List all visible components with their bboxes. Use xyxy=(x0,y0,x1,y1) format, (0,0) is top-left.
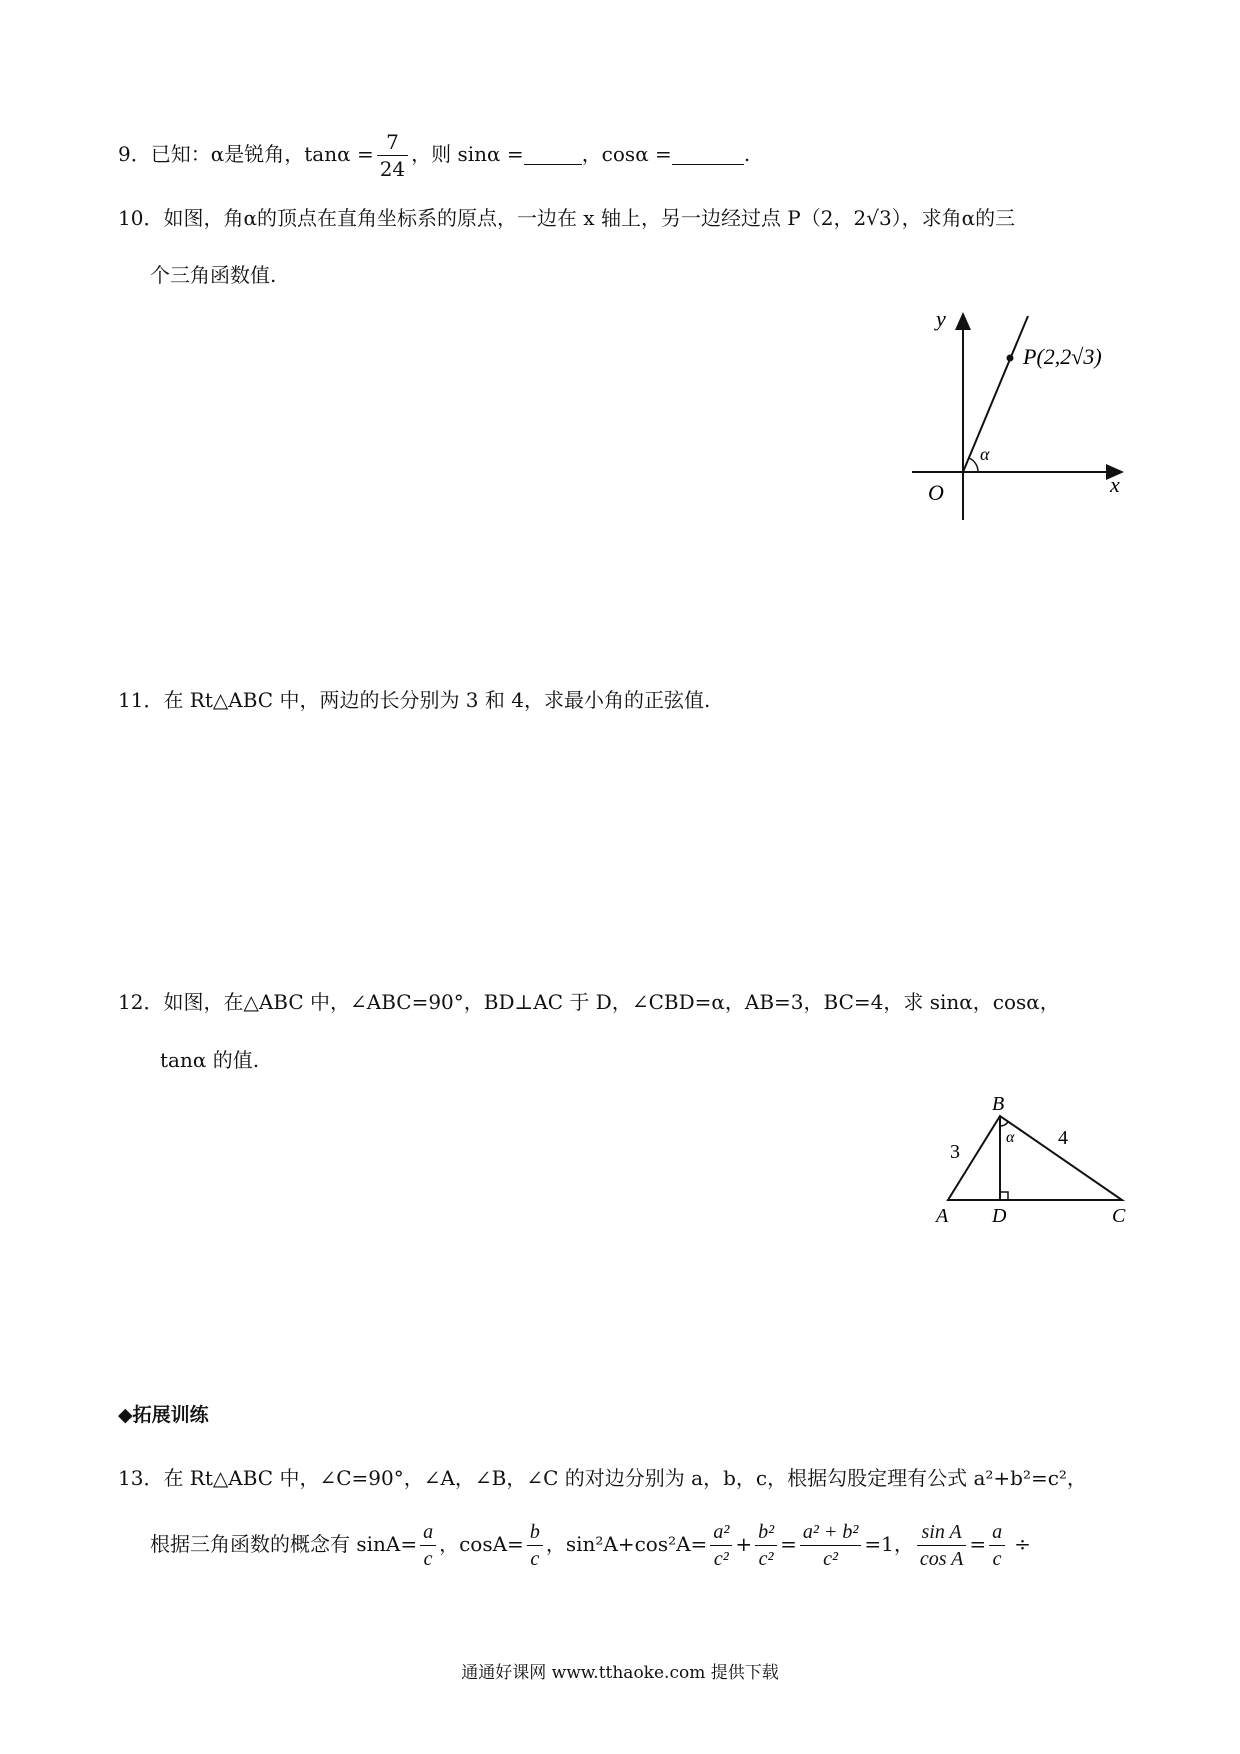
question-13-line-1: 13．在 Rt△ABC 中，∠C=90°，∠A，∠B，∠C 的对边分别为 a，b，c，根据勾股定理有公式 a²+b²=c²， xyxy=(118,1466,1087,1490)
q9-frac-num: 7 xyxy=(377,132,408,156)
c-den: c xyxy=(992,1548,1002,1570)
sum-num: a² + b² xyxy=(800,1522,862,1546)
sum-over-c2-fraction xyxy=(800,1522,862,1569)
question-12-line-1: 12．如图，在△ABC 中，∠ABC=90°，BD⊥AC 于 D，∠CBD=α，AB=3，BC=4，求 sinα，cosα， xyxy=(118,990,1060,1014)
question-10-line-1: 10．如图，角α的顶点在直角坐标系的原点，一边在 x 轴上，另一边经过点 P（2，2√3），求角α的三 xyxy=(118,206,1016,230)
question-9 xyxy=(118,132,750,179)
ray-op xyxy=(963,316,1028,472)
a-over-c-fraction xyxy=(989,1522,1005,1569)
a-num: a xyxy=(989,1522,1005,1546)
q9-end: . xyxy=(743,142,751,166)
cosa-den: c xyxy=(530,1548,540,1570)
q13-cos: ，cosA= xyxy=(439,1532,524,1556)
c2-den-2: c² xyxy=(758,1548,774,1570)
a2-over-c2-fraction xyxy=(710,1522,732,1569)
question-13-line-2 xyxy=(150,1522,1031,1569)
page-footer: 通通好课网 www.tthaoke.com 提供下载 xyxy=(461,1663,779,1683)
triangle-abc xyxy=(948,1116,1122,1200)
vertex-b-label: B xyxy=(992,1093,1005,1115)
a2-num: a² xyxy=(710,1522,732,1546)
question-11: 11．在 Rt△ABC 中，两边的长分别为 3 和 4，求最小角的正弦值. xyxy=(118,688,711,712)
q9-frac-den: 24 xyxy=(379,157,406,181)
sina-num: a xyxy=(420,1522,436,1546)
cos-den: cos A xyxy=(919,1548,964,1570)
q9-fraction xyxy=(377,132,408,179)
b2-num: b² xyxy=(755,1522,777,1546)
plus-sign: + xyxy=(735,1532,753,1556)
vertex-c-label: C xyxy=(1112,1205,1126,1227)
angle-arc xyxy=(969,458,978,472)
equals-sign-2: = xyxy=(969,1532,987,1556)
section-heading: ◆拓展训练 xyxy=(118,1404,209,1426)
q9-cos-blank[interactable] xyxy=(672,144,744,165)
figure-12-triangle-diagram xyxy=(930,1090,1140,1230)
equals-one: =1， xyxy=(864,1532,914,1556)
y-axis-label: y xyxy=(936,306,946,331)
q13-sum: ，sin²A+cos²A= xyxy=(545,1532,708,1556)
b2-over-c2-fraction xyxy=(755,1522,777,1569)
vertex-a-label: A xyxy=(936,1205,949,1227)
q13-prefix: 根据三角函数的概念有 sinA= xyxy=(150,1532,418,1556)
q9-middle: ，则 sinα = xyxy=(411,142,524,166)
point-p xyxy=(1007,355,1014,362)
equals-sign: = xyxy=(780,1532,797,1556)
x-axis-label: x xyxy=(1110,472,1120,497)
c2-den-3: c² xyxy=(823,1548,839,1570)
division-sign: ÷ xyxy=(1014,1532,1031,1556)
right-angle-mark xyxy=(1000,1192,1008,1200)
question-12-line-2: tanα 的值. xyxy=(160,1048,260,1072)
cosa-fraction xyxy=(527,1522,543,1569)
alpha-label: α xyxy=(980,444,990,464)
sin-num: sin A xyxy=(917,1522,967,1546)
cosa-num: b xyxy=(527,1522,543,1546)
q9-number: 9． xyxy=(118,142,151,166)
q9-middle2: ，cosα = xyxy=(581,142,672,166)
origin-label: O xyxy=(928,480,944,505)
q9-prefix: 已知：α是锐角，tanα = xyxy=(150,142,374,166)
vertex-d-label: D xyxy=(992,1205,1007,1227)
alpha-arc xyxy=(1000,1122,1008,1126)
c2-den: c² xyxy=(713,1548,729,1570)
question-10-line-2: 个三角函数值. xyxy=(150,263,277,287)
sina-fraction xyxy=(420,1522,436,1569)
q9-sin-blank[interactable] xyxy=(524,144,582,165)
bc-length-label: 4 xyxy=(1058,1127,1068,1149)
point-p-label: P(2,2√3) xyxy=(1023,344,1102,369)
alpha-label: α xyxy=(1006,1129,1015,1146)
ab-length-label: 3 xyxy=(950,1141,960,1163)
figure-10-coordinate-diagram xyxy=(900,300,1140,530)
sina-den: c xyxy=(423,1548,433,1570)
sin-over-cos-fraction xyxy=(917,1522,967,1569)
